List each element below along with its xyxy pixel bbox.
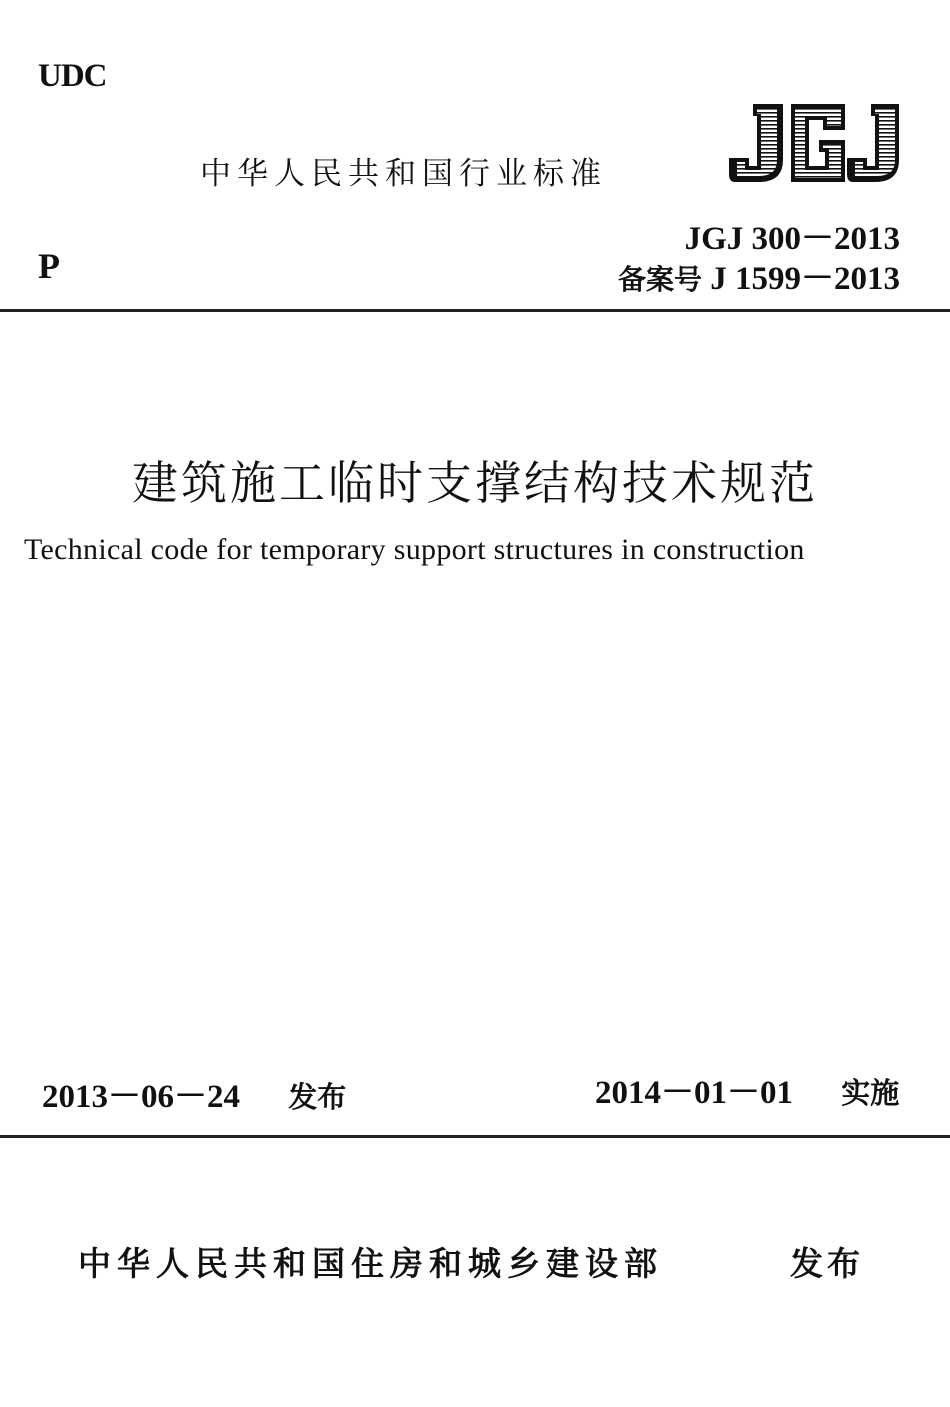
- issue-label: 发布: [288, 1080, 347, 1114]
- top-divider: [0, 309, 950, 312]
- bottom-divider: [0, 1135, 950, 1138]
- standard-code: JGJ 300－2013: [684, 221, 900, 257]
- standard-type: 中华人民共和国行业标准: [200, 156, 607, 192]
- implement-date: 2014－01－01: [595, 1075, 793, 1111]
- publisher: 中华人民共和国住房和城乡建设部: [78, 1244, 663, 1283]
- record-value: J 1599－2013: [710, 261, 900, 297]
- record-number: [618, 252, 900, 299]
- issue-date-block: [42, 1070, 346, 1117]
- record-label: 备案号: [617, 263, 702, 296]
- title-chinese: 建筑施工临时支撑结构技术规范: [132, 456, 818, 510]
- title-english: Technical code for temporary support structures in construction: [24, 533, 805, 566]
- jgj-logo: [727, 100, 901, 186]
- implement-date-block: [595, 1066, 899, 1113]
- category-letter: P: [38, 246, 60, 286]
- implement-label: 实施: [841, 1076, 900, 1110]
- publisher-action: 发布: [790, 1244, 864, 1283]
- udc-label: UDC: [38, 58, 107, 94]
- issue-date: 2013－06－24: [42, 1079, 240, 1115]
